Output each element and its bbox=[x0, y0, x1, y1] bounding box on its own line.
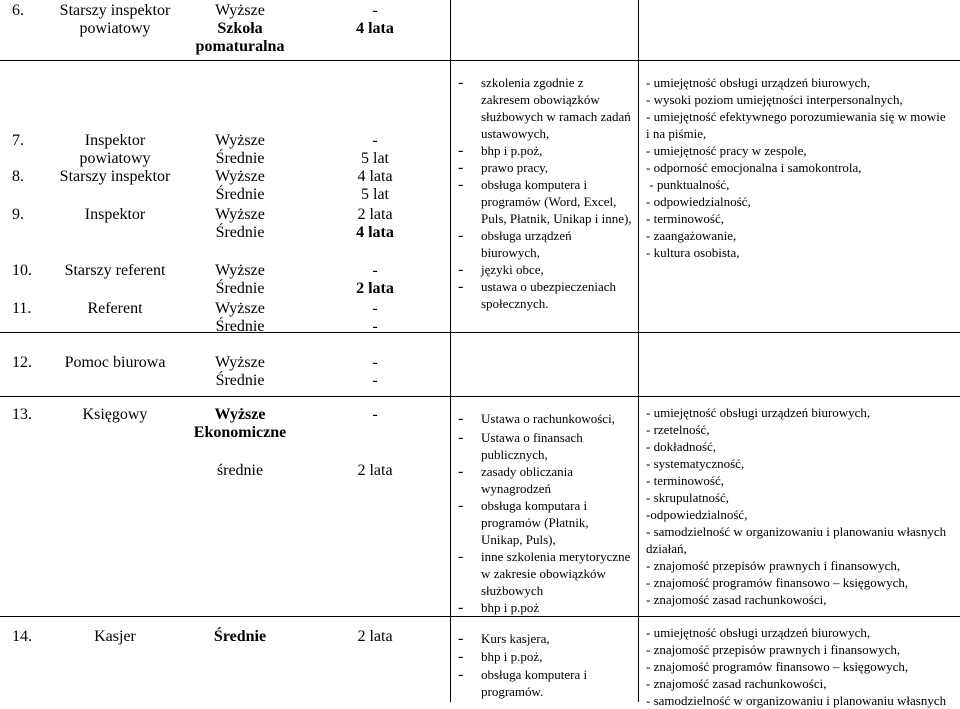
experience: - bbox=[372, 372, 378, 389]
list-bullet: - bbox=[458, 666, 464, 683]
row-number: 10. bbox=[12, 262, 32, 279]
list-item: Kurs kasjera, bbox=[481, 631, 550, 646]
list-bullet: - bbox=[458, 74, 464, 91]
list-item: - terminowość, bbox=[646, 473, 724, 488]
list-item: programów. bbox=[481, 684, 544, 699]
list-bullet: - bbox=[458, 648, 464, 665]
list-item: - umiejętność obsługi urządzeń biurowych, bbox=[646, 405, 871, 420]
experience: 2 lata bbox=[357, 628, 393, 645]
list-item: obsługa urządzeń bbox=[481, 228, 572, 243]
experience: 2 lata bbox=[356, 280, 394, 297]
list-item: - odporność emocjonalna i samokontrola, bbox=[646, 160, 862, 175]
experience: 4 lata bbox=[356, 20, 394, 37]
list-item: programów (Płatnik, bbox=[481, 515, 589, 530]
list-item: - samodzielność w organizowaniu i planowaniu własnych bbox=[646, 693, 947, 708]
list-item: - punktualność, bbox=[646, 177, 730, 192]
list-item: bhp i p.poż, bbox=[481, 649, 543, 664]
list-item: Ustawa o finansach bbox=[481, 430, 583, 445]
list-item: działań, bbox=[646, 541, 687, 556]
list-item: - samodzielność w organizowaniu i planowaniu własnych bbox=[646, 524, 947, 539]
list-item: Puls, Płatnik, Unikap i inne), bbox=[481, 211, 632, 226]
education: Średnie bbox=[215, 186, 265, 203]
list-bullet: - bbox=[458, 630, 464, 647]
experience: - bbox=[372, 406, 378, 423]
list-item: publicznych, bbox=[481, 447, 548, 462]
list-item: - znajomość zasad rachunkowości, bbox=[646, 676, 827, 691]
list-item: - umiejętność pracy w zespole, bbox=[646, 143, 807, 158]
education: Wyższe bbox=[215, 354, 265, 371]
list-bullet: - bbox=[458, 463, 464, 480]
education: Wyższe bbox=[215, 262, 265, 279]
list-item: wynagrodzeń bbox=[481, 481, 552, 496]
education: Średnie bbox=[215, 372, 265, 389]
row-number: 6. bbox=[12, 2, 24, 19]
list-bullet: - bbox=[458, 159, 464, 176]
education: Wyższe bbox=[215, 132, 265, 149]
list-item: -odpowiedzialność, bbox=[646, 507, 748, 522]
list-item: prawo pracy, bbox=[481, 160, 549, 175]
list-item: programów (Word, Excel, bbox=[481, 194, 617, 209]
experience: 5 lat bbox=[361, 186, 389, 203]
row-separator bbox=[0, 332, 960, 333]
row-separator bbox=[0, 60, 960, 61]
list-item: - dokładność, bbox=[646, 439, 717, 454]
position-name: powiatowy bbox=[79, 20, 151, 37]
experience: - bbox=[372, 318, 378, 335]
education: Szkoła bbox=[217, 20, 263, 37]
row-number: 13. bbox=[12, 406, 32, 423]
list-item: - znajomość przepisów prawnych i finansowych, bbox=[646, 642, 901, 657]
position-name: Pomoc biurowa bbox=[64, 354, 166, 371]
list-item: obsługa komputara i bbox=[481, 498, 588, 513]
experience: 4 lata bbox=[357, 168, 393, 185]
experience: 5 lat bbox=[361, 150, 389, 167]
row-number: 7. bbox=[12, 132, 24, 149]
position-name: Księgowy bbox=[82, 406, 148, 423]
education: Średnie bbox=[215, 150, 265, 167]
column-separator bbox=[450, 0, 451, 702]
position-name: Starszy inspektor bbox=[59, 2, 171, 19]
list-item: bhp i p.poż, bbox=[481, 143, 543, 158]
list-item: bhp i p.poż bbox=[481, 600, 540, 615]
list-item: szkolenia zgodnie z bbox=[481, 75, 584, 90]
experience: 4 lata bbox=[356, 224, 394, 241]
list-item: społecznych. bbox=[481, 296, 549, 311]
position-name: Starszy referent bbox=[64, 262, 166, 279]
list-item: służbowych w ramach zadań bbox=[481, 109, 631, 124]
row-number: 11. bbox=[12, 300, 32, 317]
list-item: inne szkolenia merytoryczne bbox=[481, 549, 631, 564]
list-item: służbowych bbox=[481, 583, 544, 598]
education: Wyższe bbox=[215, 300, 265, 317]
list-bullet: - bbox=[458, 410, 464, 427]
experience: - bbox=[372, 132, 378, 149]
experience: - bbox=[372, 300, 378, 317]
list-bullet: - bbox=[458, 261, 464, 278]
list-item: - skrupulatność, bbox=[646, 490, 730, 505]
list-item: - znajomość programów finansowo – księgowych, bbox=[646, 659, 909, 674]
row-number: 8. bbox=[12, 168, 24, 185]
education: pomaturalna bbox=[195, 38, 285, 55]
list-item: - kultura osobista, bbox=[646, 245, 740, 260]
list-item: - umiejętność obsługi urządzeń biurowych, bbox=[646, 625, 871, 640]
list-bullet: - bbox=[458, 497, 464, 514]
row-separator bbox=[0, 396, 960, 397]
list-item: obsługa komputera i bbox=[481, 177, 588, 192]
skills-list-c bbox=[646, 624, 946, 709]
list-item: języki obce, bbox=[481, 262, 544, 277]
education: Wyższe bbox=[215, 168, 265, 185]
list-bullet: - bbox=[458, 176, 464, 193]
experience: 2 lata bbox=[357, 462, 393, 479]
position-name: Referent bbox=[87, 300, 143, 317]
list-item: - umiejętność efektywnego porozumiewania się w mowie bbox=[646, 109, 946, 124]
skills-list-a bbox=[646, 74, 946, 261]
education: Ekonomiczne bbox=[193, 424, 287, 441]
list-item: ustawa o ubezpieczeniach bbox=[481, 279, 616, 294]
list-bullet: - bbox=[458, 142, 464, 159]
list-item: zakresem obowiązków bbox=[481, 92, 600, 107]
list-item: w zakresie obowiązków bbox=[481, 566, 606, 581]
experience: - bbox=[372, 262, 378, 279]
list-bullet: - bbox=[458, 278, 464, 295]
position-name: Inspektor bbox=[84, 206, 146, 223]
education: Średnie bbox=[215, 318, 265, 335]
list-item: i na piśmie, bbox=[646, 126, 707, 141]
list-item: - umiejętność obsługi urządzeń biurowych, bbox=[646, 75, 871, 90]
list-item: - znajomość przepisów prawnych i finansowych, bbox=[646, 558, 901, 573]
position-name: Starszy inspektor bbox=[59, 168, 171, 185]
list-bullet: - bbox=[458, 548, 464, 565]
row-number: 9. bbox=[12, 206, 24, 223]
position-name: powiatowy bbox=[79, 150, 151, 167]
list-bullet: - bbox=[458, 227, 464, 244]
row-number: 12. bbox=[12, 354, 32, 371]
education: Średnie bbox=[213, 628, 267, 645]
list-item: - znajomość programów finansowo – księgowych, bbox=[646, 575, 909, 590]
row-number: 14. bbox=[12, 628, 32, 645]
list-item: - systematyczność, bbox=[646, 456, 745, 471]
list-item: - terminowość, bbox=[646, 211, 724, 226]
list-bullet: - bbox=[458, 429, 464, 446]
education: Wyższe bbox=[215, 2, 265, 19]
list-item: Unikap, Puls), bbox=[481, 532, 556, 547]
list-item: - zaangażowanie, bbox=[646, 228, 737, 243]
education: Wyższe bbox=[214, 406, 266, 423]
education: Średnie bbox=[215, 280, 265, 297]
list-item: zasady obliczania bbox=[481, 464, 574, 479]
experience: - bbox=[372, 2, 378, 19]
list-item: biurowych, bbox=[481, 245, 540, 260]
list-bullet: - bbox=[458, 599, 464, 616]
experience: 2 lata bbox=[357, 206, 393, 223]
list-item: ustawowych, bbox=[481, 126, 550, 141]
list-item: Ustawa o rachunkowości, bbox=[481, 411, 615, 426]
list-item: - wysoki poziom umiejętności interpersonalnych, bbox=[646, 92, 903, 107]
education: Wyższe bbox=[215, 206, 265, 223]
education: Średnie bbox=[215, 224, 265, 241]
list-item: - znajomość zasad rachunkowości, bbox=[646, 592, 827, 607]
experience: - bbox=[372, 354, 378, 371]
position-name: Kasjer bbox=[94, 628, 136, 645]
education: średnie bbox=[216, 462, 264, 479]
column-separator bbox=[638, 0, 639, 702]
list-item: - rzetelność, bbox=[646, 422, 710, 437]
list-item: obsługa komputera i bbox=[481, 667, 588, 682]
row-separator bbox=[0, 616, 960, 617]
position-name: Inspektor bbox=[84, 132, 146, 149]
list-item: - odpowiedzialność, bbox=[646, 194, 751, 209]
skills-list-b bbox=[646, 404, 946, 608]
